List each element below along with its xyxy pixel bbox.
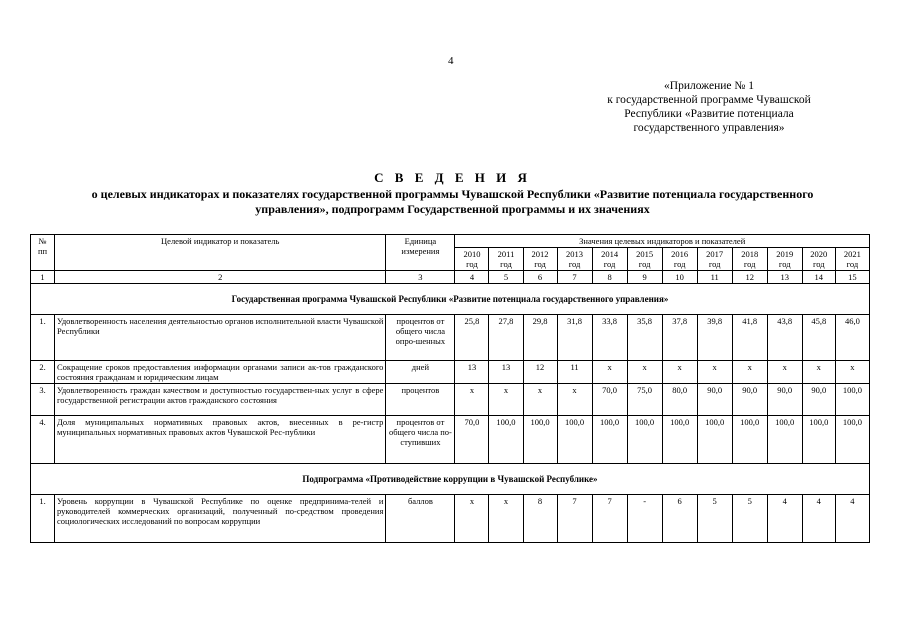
value-cell: x (802, 361, 835, 384)
table-row (31, 361, 870, 384)
appendix-note (574, 79, 844, 135)
header-year-label: 2013 (566, 249, 584, 259)
header-year-suffix: год (812, 259, 825, 269)
value-cell: 8 (523, 495, 557, 543)
value-cell: 90,0 (802, 384, 835, 416)
header-year-2011 (489, 248, 523, 271)
row-number: 1. (31, 315, 55, 361)
header-year-label: 2010 (463, 249, 481, 259)
header-year-2020 (802, 248, 835, 271)
indicators-table (30, 234, 870, 543)
header-unit: Единица измерения (386, 235, 455, 271)
header-year-suffix: год (673, 259, 686, 269)
header-year-2013 (557, 248, 592, 271)
value-cell: 100,0 (662, 416, 697, 464)
column-index-row (31, 271, 870, 284)
row-number: 1. (31, 495, 55, 543)
value-cell: 100,0 (802, 416, 835, 464)
value-cell: 100,0 (697, 416, 732, 464)
value-cell: 5 (697, 495, 732, 543)
value-cell: 27,8 (489, 315, 523, 361)
column-index-cell: 4 (455, 271, 489, 284)
appendix-line-2: к государственной программе Чувашской (607, 94, 811, 106)
value-cell: 100,0 (732, 416, 767, 464)
section2-title: Подпрограмма «Противодействие коррупции в Чувашской Республике» (31, 464, 870, 495)
value-cell: 13 (455, 361, 489, 384)
column-index-cell: 6 (523, 271, 557, 284)
value-cell: 100,0 (835, 384, 869, 416)
value-cell: 7 (557, 495, 592, 543)
header-num: № пп (31, 235, 55, 271)
header-year-2019 (767, 248, 802, 271)
appendix-line-1: «Приложение № 1 (664, 80, 754, 92)
column-index-cell: 15 (835, 271, 869, 284)
value-cell: 100,0 (557, 416, 592, 464)
unit-cell: дней (386, 361, 455, 384)
column-index-cell: 12 (732, 271, 767, 284)
row-number: 2. (31, 361, 55, 384)
value-cell: 90,0 (697, 384, 732, 416)
unit-cell: баллов (386, 495, 455, 543)
row-number: 3. (31, 384, 55, 416)
header-year-suffix: год (603, 259, 616, 269)
value-cell: 33,8 (592, 315, 627, 361)
column-index-cell: 5 (489, 271, 523, 284)
value-cell: 25,8 (455, 315, 489, 361)
header-year-2021 (835, 248, 869, 271)
value-cell: 100,0 (592, 416, 627, 464)
value-cell: 29,8 (523, 315, 557, 361)
column-index-cell: 1 (31, 271, 55, 284)
header-year-suffix: год (500, 259, 512, 269)
indicator-name: Уровень коррупции в Чувашской Республике по оценке предпринима-телей и руководителей коммерческих организаций, полученный по-средством проведения социологических исследований по вопросам коррупции (55, 495, 386, 543)
value-cell: 100,0 (627, 416, 662, 464)
value-cell: - (627, 495, 662, 543)
header-year-suffix: год (534, 259, 546, 269)
value-cell: 70,0 (455, 416, 489, 464)
header-year-suffix: год (568, 259, 581, 269)
header-year-label: 2016 (671, 249, 689, 259)
value-cell: 4 (835, 495, 869, 543)
value-cell: x (835, 361, 869, 384)
table-row (31, 315, 870, 361)
indicator-name: Удовлетворенность граждан качеством и доступностью государствен-ных услуг в сфере государственной регистрации актов гражданского состояния (55, 384, 386, 416)
value-cell: 100,0 (523, 416, 557, 464)
appendix-line-4: государственного управления» (633, 122, 785, 134)
unit-cell: процентов от общего числа опро-шенных (386, 315, 455, 361)
document-title: С В Е Д Е Н И Я (374, 170, 531, 185)
header-year-2010 (455, 248, 489, 271)
header-year-2015 (627, 248, 662, 271)
column-index-cell: 9 (627, 271, 662, 284)
appendix-line-3: Республики «Развитие потенциала (624, 108, 794, 120)
value-cell: x (697, 361, 732, 384)
header-year-2016 (662, 248, 697, 271)
value-cell: x (489, 495, 523, 543)
column-index-cell: 7 (557, 271, 592, 284)
column-index-cell: 13 (767, 271, 802, 284)
header-year-suffix: год (638, 259, 651, 269)
value-cell: x (662, 361, 697, 384)
value-cell: 80,0 (662, 384, 697, 416)
header-year-2017 (697, 248, 732, 271)
column-index-cell: 14 (802, 271, 835, 284)
header-year-label: 2017 (706, 249, 724, 259)
value-cell: x (627, 361, 662, 384)
value-cell: 43,8 (767, 315, 802, 361)
unit-cell: процентов от общего числа по-ступивших (386, 416, 455, 464)
value-cell: 11 (557, 361, 592, 384)
unit-cell: процентов (386, 384, 455, 416)
value-cell: 70,0 (592, 384, 627, 416)
section2-header-row (31, 464, 870, 495)
header-year-suffix: год (708, 259, 721, 269)
header-year-label: 2019 (776, 249, 794, 259)
table-row (31, 416, 870, 464)
value-cell: 41,8 (732, 315, 767, 361)
table-row (31, 495, 870, 543)
section1-header-row (31, 284, 870, 315)
row-number: 4. (31, 416, 55, 464)
header-year-label: 2020 (810, 249, 828, 259)
value-cell: 90,0 (732, 384, 767, 416)
header-year-suffix: год (743, 259, 756, 269)
indicator-name: Доля муниципальных нормативных правовых актов, внесенных в ре-гистр муниципальных нормативных правовых актов Чувашской Рес-публики (55, 416, 386, 464)
header-year-2012 (523, 248, 557, 271)
column-index-cell: 8 (592, 271, 627, 284)
column-index-cell: 2 (55, 271, 386, 284)
value-cell: x (455, 384, 489, 416)
value-cell: 45,8 (802, 315, 835, 361)
header-year-suffix: год (466, 259, 478, 269)
value-cell: 90,0 (767, 384, 802, 416)
page-number: 4 (448, 55, 454, 67)
indicator-name: Удовлетворенность населения деятельностью органов исполнительной власти Чувашской Республики (55, 315, 386, 361)
value-cell: 100,0 (489, 416, 523, 464)
value-cell: 46,0 (835, 315, 869, 361)
header-year-label: 2015 (636, 249, 654, 259)
value-cell: 4 (802, 495, 835, 543)
value-cell: 39,8 (697, 315, 732, 361)
column-index-cell: 3 (386, 271, 455, 284)
value-cell: 4 (767, 495, 802, 543)
header-year-2018 (732, 248, 767, 271)
value-cell: x (523, 384, 557, 416)
header-year-2014 (592, 248, 627, 271)
header-values-group: Значения целевых индикаторов и показателей (455, 235, 870, 248)
value-cell: 35,8 (627, 315, 662, 361)
value-cell: x (455, 495, 489, 543)
value-cell: 5 (732, 495, 767, 543)
column-index-cell: 11 (697, 271, 732, 284)
value-cell: 6 (662, 495, 697, 543)
header-year-label: 2018 (741, 249, 759, 259)
value-cell: x (767, 361, 802, 384)
section1-title: Государственная программа Чувашской Республики «Развитие потенциала государственного управления» (31, 284, 870, 315)
value-cell: 7 (592, 495, 627, 543)
value-cell: 13 (489, 361, 523, 384)
header-row-1 (31, 235, 870, 248)
value-cell: x (592, 361, 627, 384)
value-cell: x (732, 361, 767, 384)
header-year-label: 2021 (843, 249, 861, 259)
header-year-label: 2011 (497, 249, 515, 259)
value-cell: 75,0 (627, 384, 662, 416)
header-year-suffix: год (778, 259, 791, 269)
document-subtitle: о целевых индикаторах и показателях государственной программы Чувашской Республики «Развитие потенциала государственного управления», подпрограмм Государственной программы и их значениях (91, 187, 814, 216)
indicator-name: Сокращение сроков предоставления информации органами записи ак-тов гражданского состояния гражданам и юридическим лицам (55, 361, 386, 384)
header-year-suffix: год (846, 259, 859, 269)
value-cell: 37,8 (662, 315, 697, 361)
value-cell: 31,8 (557, 315, 592, 361)
column-index-cell: 10 (662, 271, 697, 284)
value-cell: x (489, 384, 523, 416)
value-cell: 12 (523, 361, 557, 384)
header-year-label: 2012 (531, 249, 549, 259)
header-year-label: 2014 (601, 249, 619, 259)
value-cell: 100,0 (767, 416, 802, 464)
table-row (31, 384, 870, 416)
value-cell: 100,0 (835, 416, 869, 464)
value-cell: x (557, 384, 592, 416)
header-indicator: Целевой индикатор и показатель (55, 235, 386, 271)
